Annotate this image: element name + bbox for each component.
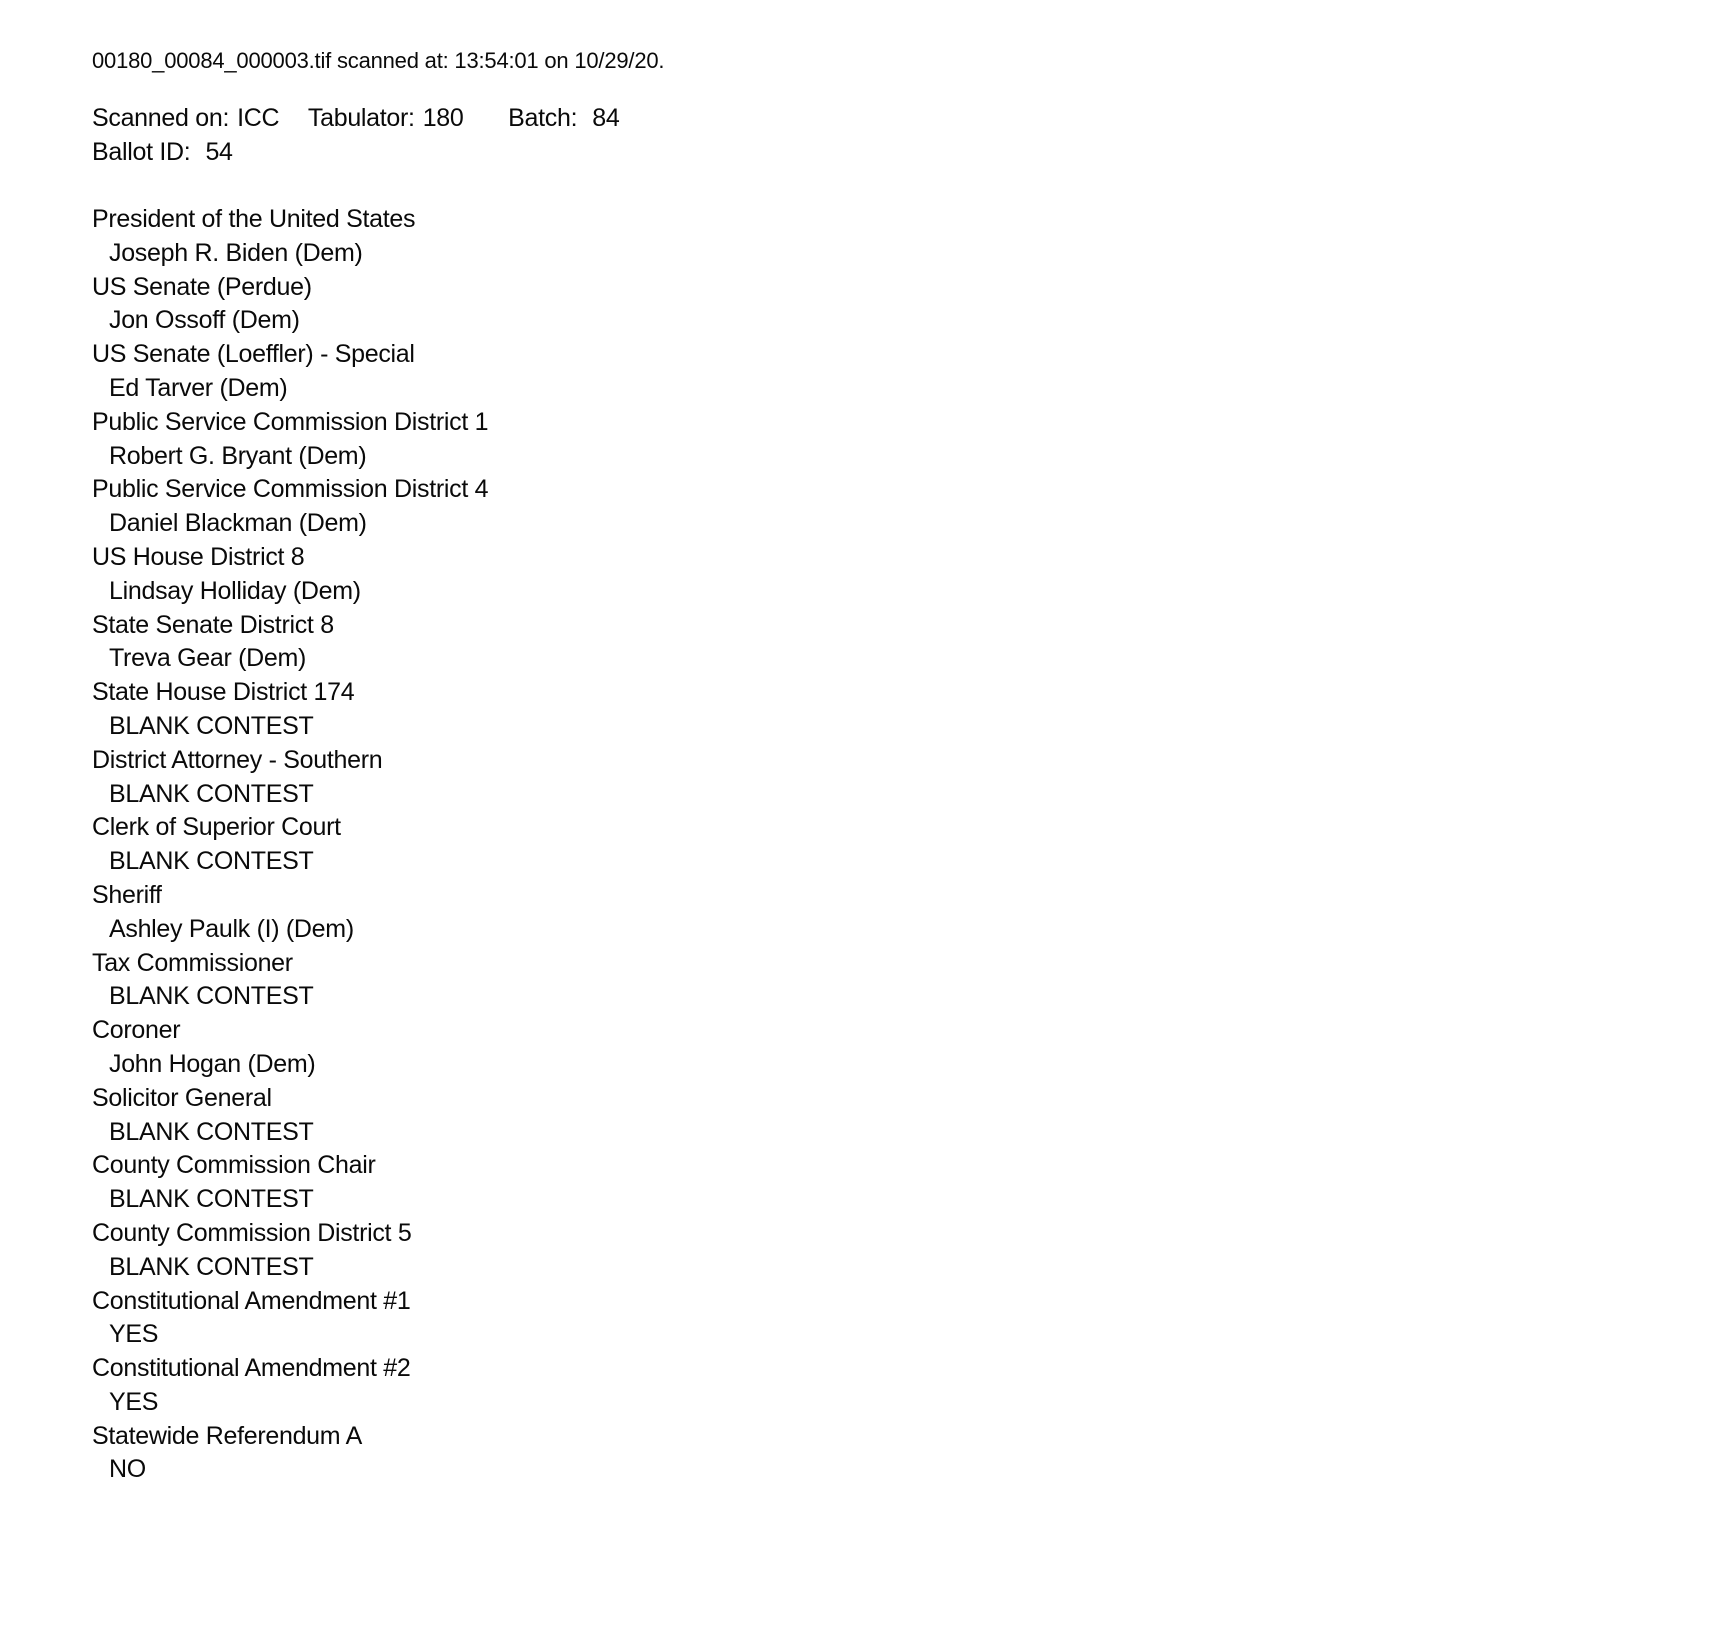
contest-block [92,473,1673,541]
tabulator-pair [308,101,464,135]
ballot-id-line [92,135,1673,169]
contest-selection: Ashley Paulk (I) (Dem) [109,914,354,943]
contest-block [92,203,1673,271]
batch-value: 84 [592,104,620,132]
batch-label: Batch: [508,104,578,132]
contest-name: State House District 174 [92,678,355,707]
contest-block [92,541,1673,609]
contest-block [92,744,1673,812]
contest-selection: BLANK CONTEST [109,982,314,1011]
contest-name: Public Service Commission District 4 [92,475,489,504]
contest-selection: BLANK CONTEST [109,1252,314,1281]
contest-block [92,947,1673,1015]
contest-selection: BLANK CONTEST [109,847,314,876]
contest-selection: BLANK CONTEST [109,1185,314,1214]
contest-block [92,1014,1673,1082]
contest-selection: BLANK CONTEST [109,779,314,808]
contest-selection: Jon Ossoff (Dem) [109,306,300,335]
contest-block [92,811,1673,879]
contest-name: President of the United States [92,205,416,233]
contest-selection: BLANK CONTEST [109,1117,314,1146]
contest-name: Sheriff [92,880,162,909]
contest-block [92,1420,1673,1488]
contest-block [92,676,1673,744]
contest-selection: YES [109,1320,159,1349]
contest-selection: Robert G. Bryant (Dem) [109,441,367,470]
contest-name: Constitutional Amendment #1 [92,1286,411,1315]
tabulator-value: 180 [422,104,464,132]
contest-block [92,338,1673,406]
contest-selection: Lindsay Holliday (Dem) [109,576,361,605]
contest-name: Coroner [92,1016,181,1045]
contest-name: US Senate (Loeffler) - Special [92,340,415,369]
contest-block [92,609,1673,677]
scanned-on-label: Scanned on: [92,104,230,132]
contest-name: Tax Commissioner [92,948,293,977]
contest-selection: Daniel Blackman (Dem) [109,509,367,538]
ballot-id-value: 54 [205,138,233,166]
ballot-id-label: Ballot ID: [92,138,191,166]
contest-name: County Commission Chair [92,1151,376,1180]
scanned-file-header: 00180_00084_000003.tif scanned at: 13:54:01 on 10/29/20. [92,48,665,73]
contest-selection: YES [109,1387,159,1416]
contest-block [92,1217,1673,1285]
tabulator-label: Tabulator: [307,104,415,132]
contest-selection: John Hogan (Dem) [109,1049,316,1078]
contest-selection: Treva Gear (Dem) [109,644,307,673]
scanned-on-pair [92,101,279,135]
contest-block [92,1285,1673,1353]
contest-block [92,406,1673,474]
contest-name: Constitutional Amendment #2 [92,1354,411,1383]
contest-block [92,1352,1673,1420]
contest-name: District Attorney - Southern [92,745,383,774]
contest-selection: Ed Tarver (Dem) [109,373,288,402]
contest-selection: NO [109,1455,146,1484]
scan-meta-line [92,101,1673,135]
contest-name: US House District 8 [92,542,305,571]
contest-name: Clerk of Superior Court [92,813,341,842]
contest-name: Public Service Commission District 1 [92,407,489,436]
contest-selection: Joseph R. Biden (Dem) [109,238,363,267]
contest-name: State Senate District 8 [92,610,334,639]
contest-block [92,1149,1673,1217]
contest-block [92,271,1673,339]
batch-pair [508,101,619,135]
contest-selection: BLANK CONTEST [109,711,314,740]
scanned-on-value: ICC [237,104,280,132]
contest-name: US Senate (Perdue) [92,272,312,301]
contest-name: Solicitor General [92,1083,272,1112]
contest-list [92,203,1673,1487]
contest-block [92,879,1673,947]
contest-name: County Commission District 5 [92,1218,412,1247]
contest-name: Statewide Referendum A [92,1421,362,1450]
contest-block [92,1082,1673,1150]
